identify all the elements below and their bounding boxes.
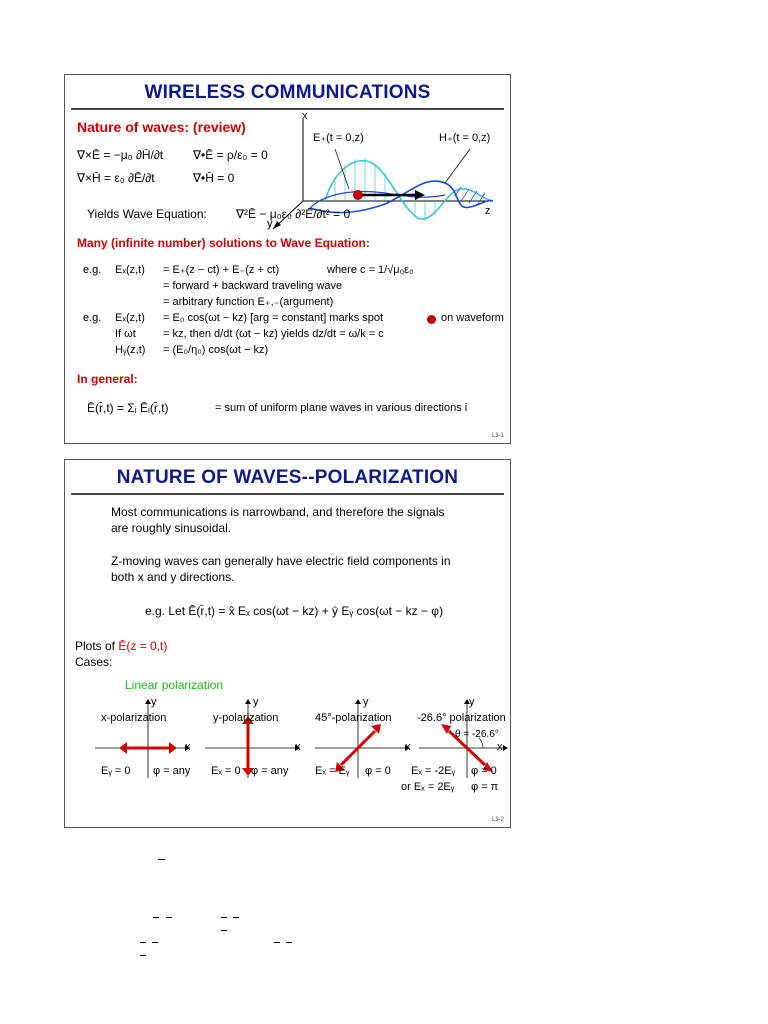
marker-dot-icon [427, 315, 436, 324]
line-rhs: = (E₀/η₀) cos(ωt − kz) [163, 344, 269, 356]
line-rhs: = E₊(z − ct) + E₋(z + ct) [163, 264, 280, 276]
line-lhs: Hᵧ(z,t) [115, 344, 146, 356]
section-heading: Nature of waves: (review) [77, 119, 246, 135]
e-field-label: E₊(t = 0,z) [313, 132, 364, 144]
wave-equation: ∇²Ē − μ₀ε₀ ∂²Ē/∂t² = 0 [236, 207, 351, 221]
panel-condition: φ = 0 [365, 765, 391, 777]
panel-title: y-polarization [213, 712, 279, 724]
paragraph-line: Most communications is narrowband, and therefore the signals [111, 505, 445, 519]
line-rhs: = E₀ cos(ωt − kz) [arg = constant] marks spot [163, 312, 384, 324]
line-rhs: = forward + backward traveling wave [163, 280, 343, 292]
maxwell-div-h: ∇•H̄ = 0 [193, 171, 235, 185]
wave-diagram [265, 111, 505, 241]
axis-y-label: y [267, 218, 273, 230]
plots-of-expression: Ē(z = 0,t) [118, 639, 168, 653]
stray-mark [140, 955, 146, 956]
general-equation: Ē(r̄,t) = Σᵢ Ēᵢ(r̄,t) [87, 401, 169, 415]
line-lead: e.g. [83, 312, 102, 324]
axis-y-label: y [363, 696, 369, 708]
stray-mark [166, 917, 172, 918]
panel-condition: Eₓ = -2Eᵧ [411, 765, 456, 777]
e-field-wave [325, 161, 493, 219]
stray-mark [153, 917, 159, 918]
slide-number: L3-1 [491, 433, 504, 439]
panel-title: x-polarization [101, 712, 167, 724]
panel-condition: φ = any [153, 765, 191, 777]
slide-polarization [64, 459, 511, 828]
stray-mark [233, 917, 239, 918]
propagation-arrowhead [415, 190, 425, 200]
title-divider [71, 108, 504, 110]
axis-y-label: y [469, 696, 475, 708]
slide-number: L3-2 [491, 817, 504, 823]
line-rhs: = kz, then d/dt (ωt − kz) yields dz/dt = ω/k = c [163, 328, 384, 340]
polarization-equation: e.g. Let Ē(r̄,t) = x̂ Eₓ cos(ωt − kz) + ŷ Eᵧ cos(ωt − kz − φ) [145, 604, 444, 618]
axis-x-label: x [295, 741, 301, 753]
stray-mark [286, 942, 292, 943]
axis-y-label: y [253, 696, 259, 708]
stray-mark [221, 917, 227, 918]
linear-polarization-heading: Linear polarization [125, 678, 224, 692]
axis-y-label: y [151, 696, 157, 708]
h-field-label: H₊(t = 0,z) [439, 132, 491, 144]
stray-mark [221, 930, 227, 931]
panel-title: -26.6° polarization [417, 712, 506, 724]
axis-x-label: x [185, 741, 191, 753]
plots-of-label [75, 640, 167, 653]
axis-x-label: x [405, 741, 411, 753]
maxwell-div-e: ∇•Ē = ρ/ε₀ = 0 [193, 148, 268, 162]
line-extra: on waveform [441, 312, 504, 324]
stray-mark [274, 942, 280, 943]
paragraph-line: both x and y directions. [111, 570, 235, 584]
slide-title: NATURE OF WAVES--POLARIZATION [116, 467, 459, 488]
solutions-heading: Many (infinite number) solutions to Wave Equation: [77, 236, 370, 250]
axis-z-label: z [485, 205, 491, 217]
panel-condition: or Eₓ = 2Eᵧ [401, 781, 455, 793]
maxwell-curl-e: ∇×Ē = −μ₀ ∂H̄/∂t [77, 148, 164, 162]
maxwell-curl-h: ∇×H̄ = ε₀ ∂Ē/∂t [77, 171, 155, 185]
panel-condition: Eᵧ = 0 [101, 765, 131, 777]
panel-condition: Eₓ = Eᵧ [315, 765, 350, 777]
line-extra: where c = 1/√μ₀ε₀ [327, 264, 414, 276]
wave-marker-dot [353, 190, 363, 200]
paragraph-line: are roughly sinusoidal. [111, 521, 232, 535]
panel-condition: φ = π [471, 781, 499, 793]
general-heading: In general: [77, 372, 138, 386]
cases-label: Cases: [75, 655, 113, 669]
line-rhs: = arbitrary function E₊,₋(argument) [163, 296, 334, 308]
e-label-leader [335, 149, 349, 189]
title-divider [71, 493, 504, 495]
panel-condition: φ = 0 [471, 765, 497, 777]
h-label-leader [445, 149, 470, 183]
stray-mark [152, 942, 158, 943]
stray-mark [140, 942, 146, 943]
paragraph-line: Z-moving waves can generally have electric field components in [111, 554, 451, 568]
line-lhs: If ωt [115, 328, 136, 340]
slide-wireless-communications [64, 74, 511, 444]
line-lhs: Eₓ(z,t) [115, 264, 145, 276]
general-description: = sum of uniform plane waves in various directions i [215, 402, 468, 414]
panel-title: 45°-polarization [315, 712, 392, 724]
axis-x-label: x [497, 741, 503, 753]
panel-condition: Eₓ = 0 [211, 765, 241, 777]
line-lead: e.g. [83, 264, 102, 276]
axis-x-label: x [302, 111, 308, 122]
panel-condition: φ = any [251, 765, 289, 777]
slide-title: WIRELESS COMMUNICATIONS [144, 82, 431, 103]
yields-label: Yields Wave Equation: [87, 207, 207, 221]
line-lhs: Eₓ(z,t) [115, 312, 145, 324]
theta-label: θ = -26.6° [455, 729, 499, 740]
plots-of-text: Plots of [75, 639, 116, 653]
stray-mark [158, 859, 165, 860]
